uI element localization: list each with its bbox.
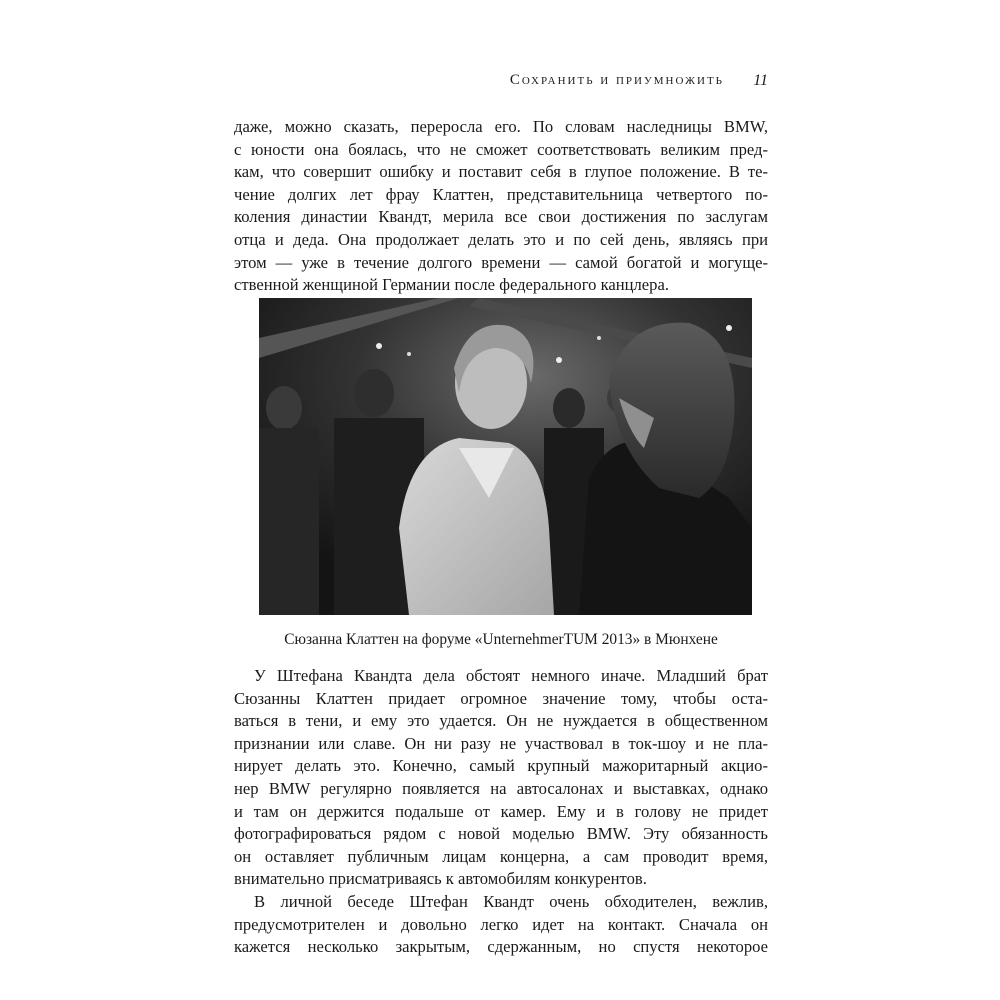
text-line: внимательно присматриваясь к автомобилям конкурентов. bbox=[234, 869, 647, 889]
body-text-bottom bbox=[234, 665, 768, 959]
text-line: этом — уже в течение долгого времени — самой богатой и могуще- bbox=[234, 252, 768, 272]
text-line: ственной женщиной Германии после федерального канцлера. bbox=[234, 275, 669, 295]
text-line: чение долгих лет фрау Клаттен, представительница четвертого по- bbox=[234, 184, 768, 204]
running-title: Сохранить и приумножить bbox=[509, 72, 724, 88]
photo-caption: Сюзанна Клаттен на форуме «UnternehmerTUM 2013» в Мюнхене bbox=[284, 631, 718, 648]
text-line: коления династии Квандт, мерила все свои достижения по заслугам bbox=[234, 207, 768, 227]
text-line: он оставляет публичным лицам концерна, а сам проводит время, bbox=[234, 846, 768, 866]
page-number: 11 bbox=[753, 72, 768, 89]
text-line: В личной беседе Штефан Квандт очень обходителен, вежлив, bbox=[254, 891, 768, 911]
text-line: Сюзанны Клаттен придает огромное значение тому, чтобы оста- bbox=[234, 688, 768, 708]
text-line: кажется несколько закрытым, сдержанным, но спустя некоторое bbox=[234, 937, 768, 957]
body-text-top bbox=[234, 116, 768, 297]
text-line: нер BMW регулярно появляется на автосалонах и выставках, однако bbox=[234, 778, 768, 798]
text-line: кам, что совершит ошибку и поставит себя в глупое положение. В те- bbox=[234, 162, 768, 182]
text-line: нирует делать это. Конечно, самый крупный мажоритарный акцио- bbox=[234, 756, 768, 776]
text-line: отца и деда. Она продолжает делать это и по сей день, являясь при bbox=[234, 229, 768, 249]
running-head bbox=[234, 72, 768, 94]
text-line: ваться в тени, и ему это удается. Он не нуждается в общественном bbox=[234, 711, 768, 731]
text-line: У Штефана Квандта дела обстоят немного иначе. Младший брат bbox=[254, 666, 768, 685]
text-line: фотографироваться рядом с новой моделью BMW. Эту обязанность bbox=[234, 824, 768, 844]
text-line: даже, можно сказать, переросла его. По словам наследницы BMW, bbox=[234, 117, 768, 136]
text-line: и там он держится подальше от камер. Ему и в голову не придет bbox=[234, 801, 768, 821]
text-line: с юности она боялась, что не сможет соответствовать великим пред- bbox=[234, 139, 768, 159]
text-line: предусмотрителен и довольно легко идет на контакт. Сначала он bbox=[234, 914, 768, 934]
text-line: признании или славе. Он ни разу не участвовал в ток-шоу и не пла- bbox=[234, 733, 768, 753]
event-photo bbox=[259, 298, 752, 615]
